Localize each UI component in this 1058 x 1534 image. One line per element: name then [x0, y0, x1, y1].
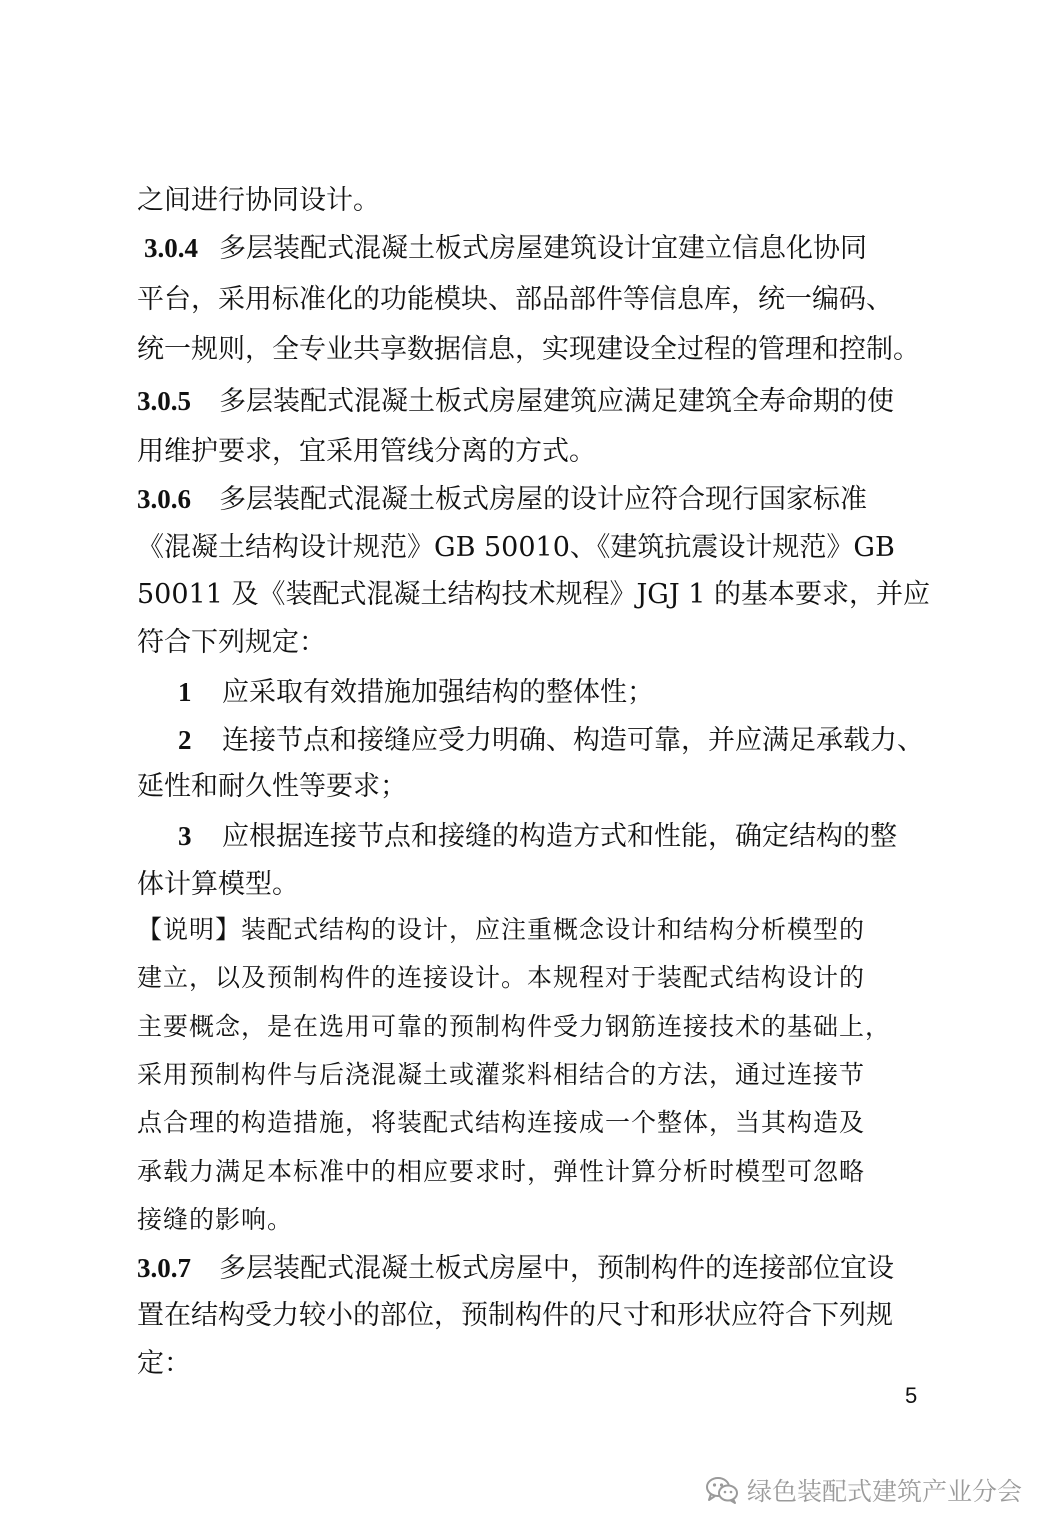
- item-number: 3: [178, 821, 192, 851]
- clause-text: 多层装配式混凝土板式房屋建筑设计宜建立信息化协同: [219, 233, 867, 264]
- clause-3-0-6-line3: 50011 及《装配式混凝土结构技术规程》JGJ 1 的基本要求，并应: [137, 579, 931, 610]
- item-text: 应根据连接节点和接缝的构造方式和性能，确定结构的整: [222, 821, 897, 852]
- clause-number: 3.0.6: [137, 484, 191, 514]
- item-number: 2: [178, 725, 192, 755]
- clause-text: 多层装配式混凝土板式房屋中，预制构件的连接部位宜设: [219, 1253, 894, 1284]
- clause-text: 多层装配式混凝土板式房屋建筑应满足建筑全寿命期的使: [219, 386, 894, 417]
- clause-3-0-7: [137, 1251, 922, 1286]
- list-item-2: [178, 723, 924, 758]
- item-text: 连接节点和接缝应受力明确、构造可靠，并应满足承载力、: [222, 725, 924, 756]
- clause-3-0-6: [137, 482, 922, 517]
- clause-text: 多层装配式混凝土板式房屋的设计应符合现行国家标准: [219, 484, 867, 515]
- note-line-7: 接缝的影响。: [137, 1205, 294, 1234]
- list-item-3: [178, 819, 897, 854]
- clause-3-0-5-line2: 用维护要求，宜采用管线分离的方式。: [137, 436, 596, 467]
- item-number: 1: [178, 677, 192, 707]
- watermark: [705, 1470, 1022, 1510]
- clause-3-0-5: [137, 384, 922, 419]
- clause-3-0-4-line2: 平台，采用标准化的功能模块、部品部件等信息库，统一编码、: [137, 284, 893, 315]
- note-line-3: 主要概念，是在选用可靠的预制构件受力钢筋连接技术的基础上，: [137, 1012, 892, 1041]
- note-line-2: 建立，以及预制构件的连接设计。本规程对于装配式结构设计的: [137, 963, 866, 992]
- note-line-6: 承载力满足本标准中的相应要求时，弹性计算分析时模型可忽略: [137, 1157, 866, 1186]
- list-item-1: [178, 675, 654, 710]
- clause-number: 3.0.5: [137, 386, 191, 416]
- clause-3-0-7-line2: 置在结构受力较小的部位，预制构件的尺寸和形状应符合下列规: [137, 1300, 893, 1331]
- watermark-text: 绿色装配式建筑产业分会: [747, 1477, 1023, 1506]
- list-item-2-line2: 延性和耐久性等要求；: [137, 771, 407, 802]
- continuation-text: 之间进行协同设计。: [137, 185, 380, 216]
- note-line-5: 点合理的构造措施，将装配式结构连接成一个整体，当其构造及: [137, 1108, 866, 1137]
- clause-number: 3.0.7: [137, 1253, 191, 1283]
- clause-3-0-7-line3: 定：: [137, 1348, 191, 1379]
- clause-3-0-4-line3: 统一规则，全专业共享数据信息，实现建设全过程的管理和控制。: [137, 334, 920, 365]
- clause-3-0-6-line2: 《混凝土结构设计规范》GB 50010、《建筑抗震设计规范》GB: [137, 532, 895, 563]
- note-line-4: 采用预制构件与后浇混凝土或灌浆料相结合的方法，通过连接节: [137, 1060, 866, 1089]
- item-text: 应采取有效措施加强结构的整体性；: [222, 677, 654, 708]
- clause-number: 3.0.4: [144, 233, 198, 263]
- list-item-3-line2: 体计算模型。: [137, 869, 299, 900]
- clause-3-0-6-line4: 符合下列规定：: [137, 627, 326, 658]
- note-line-1: 【说明】装配式结构的设计，应注重概念设计和结构分析模型的: [137, 915, 866, 944]
- clause-3-0-4: [137, 231, 922, 266]
- page-number: 5: [905, 1383, 918, 1408]
- wechat-icon: [705, 1475, 739, 1505]
